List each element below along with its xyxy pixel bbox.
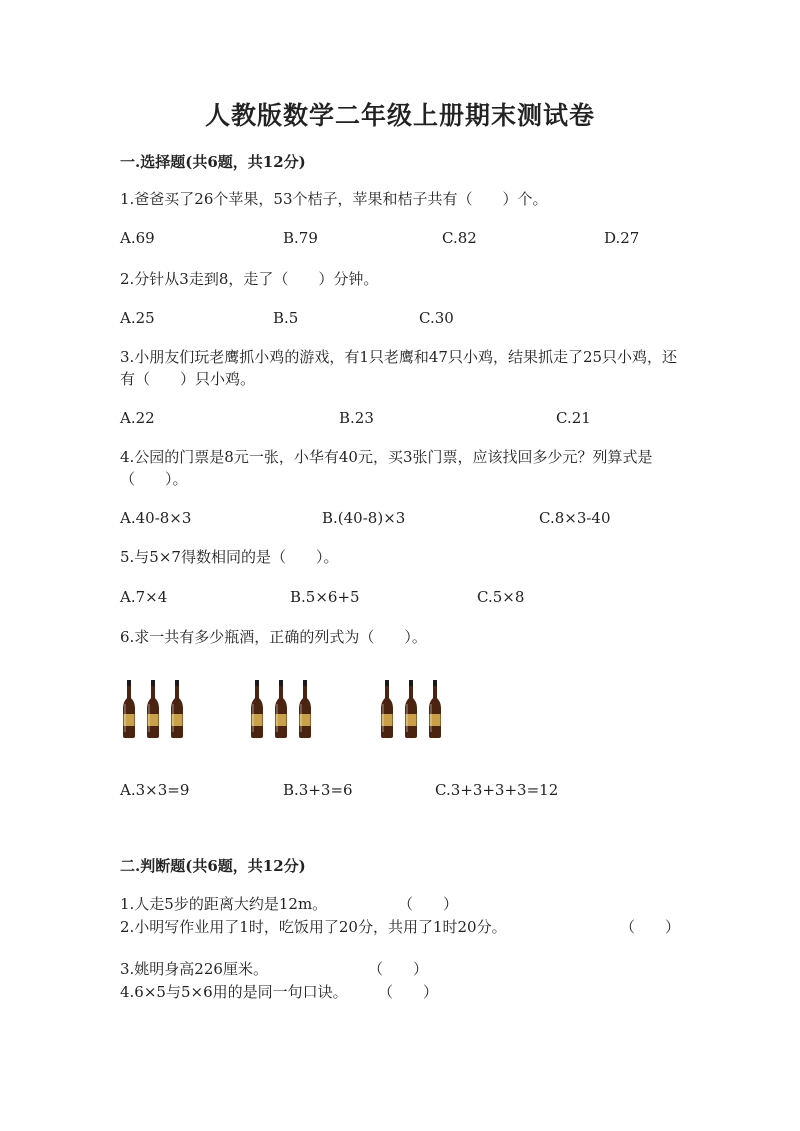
wine-bottle-icon [170,680,184,738]
option-1c: C.82 [442,229,477,247]
question-5: 5.与5×7得数相同的是（ ）。 [120,548,339,566]
option-4c: C.8×3-40 [539,509,611,527]
wine-bottle-icon [250,680,264,738]
option-3a: A.22 [120,409,155,427]
bottle-group-2 [250,680,322,740]
judgement-1-text: 1.人走5步的距离大约是12m。 [120,895,328,913]
judgement-4-blank: （ ） [378,983,439,1001]
question-6: 6.求一共有多少瓶酒，正确的列式为（ ）。 [120,628,427,646]
option-6b: B.3+3=6 [283,781,353,799]
judgement-4-text: 4.6×5与5×6用的是同一句口诀。 [120,983,348,1001]
section-heading-judgement: 二.判断题(共6题，共12分) [120,857,306,875]
option-3b: B.23 [339,409,374,427]
judgement-2-text: 2.小明写作业用了1时，吃饭用了20分，共用了1时20分。 [120,918,507,936]
option-5b: B.5×6+5 [290,588,360,606]
page-title: 人教版数学二年级上册期末测试卷 [204,101,595,130]
wine-bottle-icon [428,680,442,738]
judgement-1-blank: （ ） [398,895,459,913]
question-1: 1.爸爸买了26个苹果，53个桔子，苹果和桔子共有（ ）个。 [120,190,548,208]
question-2: 2.分针从3走到8，走了（ ）分钟。 [120,270,379,288]
option-1d: D.27 [604,229,640,247]
option-5c: C.5×8 [477,588,525,606]
option-2a: A.25 [120,309,155,327]
option-1a: A.69 [120,229,155,247]
judgement-3-text: 3.姚明身高226厘米。 [120,960,268,978]
wine-bottle-icon [298,680,312,738]
question-3: 3.小朋友们玩老鹰抓小鸡的游戏，有1只老鹰和47只小鸡，结果抓走了25只小鸡，还有（ ）只小鸡。 [120,348,678,388]
bottle-groups-figure [122,680,452,740]
option-4a: A.40-8×3 [120,509,192,527]
option-5a: A.7×4 [120,588,168,606]
option-3c: C.21 [556,409,591,427]
option-6c: C.3+3+3+3=12 [435,781,559,799]
wine-bottle-icon [146,680,160,738]
question-4: 4.公园的门票是8元一张，小华有40元，买3张门票，应该找回多少元？列算式是（ ）。 [120,448,653,488]
option-1b: B.79 [283,229,318,247]
option-4b: B.(40-8)×3 [322,509,406,527]
option-2b: B.5 [273,309,299,327]
bottle-group-3 [380,680,452,740]
wine-bottle-icon [122,680,136,738]
wine-bottle-icon [274,680,288,738]
wine-bottle-icon [404,680,418,738]
judgement-2-blank: （ ） [620,918,681,936]
section-heading-choice: 一.选择题(共6题，共12分) [120,153,306,171]
bottle-group-1 [122,680,194,740]
judgement-3-blank: （ ） [368,960,429,978]
option-2c: C.30 [419,309,454,327]
option-6a: A.3×3=9 [120,781,190,799]
wine-bottle-icon [380,680,394,738]
